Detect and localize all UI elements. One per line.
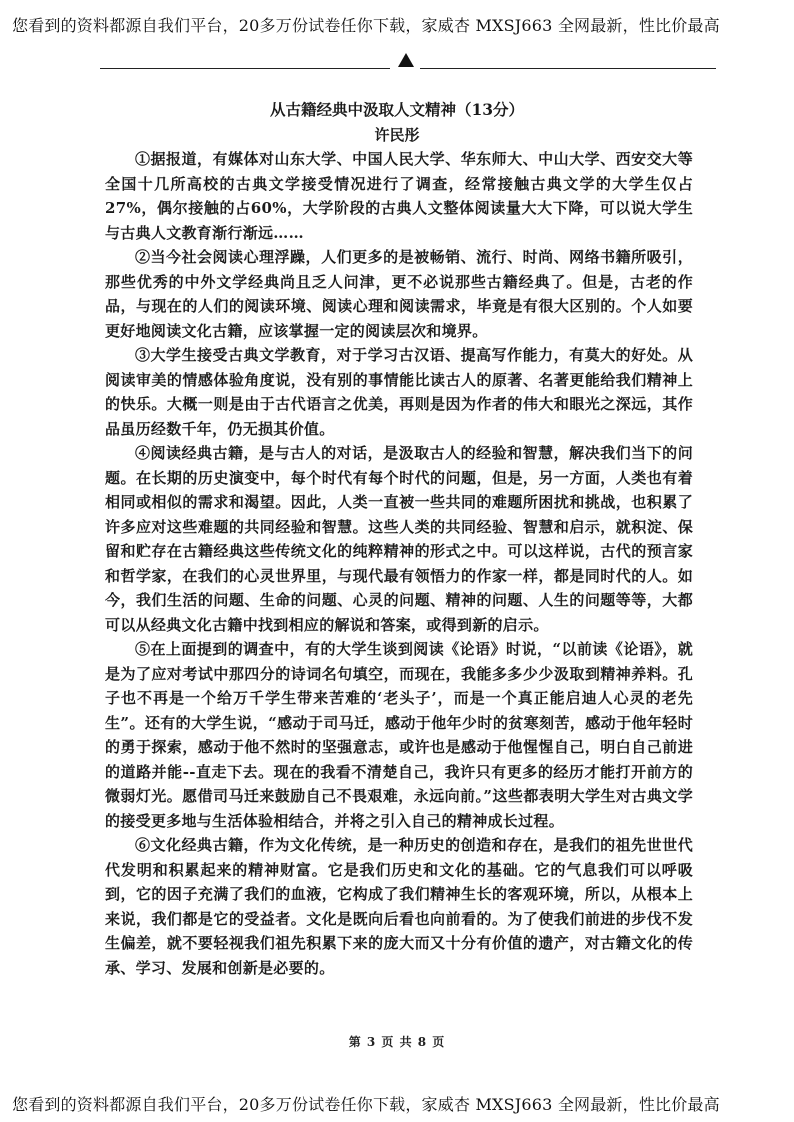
header-rule-left [100, 68, 390, 69]
article-body [105, 147, 693, 980]
triangle-marker-icon [398, 53, 414, 67]
article-author: 许民彤 [374, 126, 420, 144]
header-rule-right [420, 68, 716, 69]
header-banner: 您看到的资料都源自我们平台，20多万份试卷任你下载，家威杏 MXSJ663 全网最新，性比价最高 [12, 16, 720, 35]
paragraph-3: ③大学生接受古典文学教育，对于学习古汉语、提高写作能力，有莫大的好处。从阅读审美的情感体验角度说，没有别的事情能比读古人的原著、名著更能给我们精神上的快乐。大概一则是由于古代语言之优美，再则是因为作者的伟大和眼光之深远，其作品虽历经数千年，仍无损其价值。 [105, 346, 693, 438]
article-title: 从古籍经典中汲取人文精神（13分） [269, 100, 525, 119]
footer-banner: 您看到的资料都源自我们平台，20多万份试卷任你下载，家威杏 MXSJ663 全网最新，性比价最高 [12, 1095, 720, 1114]
page-number: 第 3 页 共 8 页 [348, 1035, 446, 1049]
paragraph-6: ⑥文化经典古籍，作为文化传统，是一种历史的创造和存在，是我们的祖先世世代代发明和积累起来的精神财富。它是我们历史和文化的基础。它的气息我们可以呼吸到，它的因子充满了我们的血液，它构成了我们精神生长的客观环境，所以，从根本上来说，我们都是它的受益者。文化是既向后看也向前看的。为了使我们前进的步伐不发生偏差，就不要轻视我们祖先积累下来的庞大而又十分有价值的遗产，对古籍文化的传承、学习、发展和创新是必要的。 [105, 836, 693, 977]
paragraph-2: ②当今社会阅读心理浮躁，人们更多的是被畅销、流行、时尚、网络书籍所吸引，那些优秀的中外文学经典尚且乏人问津，更不必说那些古籍经典了。但是，古老的作品，与现在的人们的阅读环境、阅读心理和阅读需求，毕竟是有很大区别的。个人如要更好地阅读文化古籍，应该掌握一定的阅读层次和境界。 [105, 248, 693, 340]
paragraph-1: ①据报道，有媒体对山东大学、中国人民大学、华东师大、中山大学、西安交大等全国十几所高校的古典文学接受情况进行了调查，经常接触古典文学的大学生仅占27%，偶尔接触的占60%，大学阶段的古典人文整体阅读量大大下降，可以说大学生与古典人文教育渐行渐远…… [105, 150, 693, 242]
paragraph-4: ④阅读经典古籍，是与古人的对话，是汲取古人的经验和智慧，解决我们当下的问题。在长期的历史演变中，每个时代有每个时代的问题，但是，另一方面，人类也有着相同或相似的需求和渴望。因此，人类一直被一些共同的难题所困扰和挑战，也积累了许多应对这些难题的共同经验和智慧。这些人类的共同经验、智慧和启示，就积淀、保留和贮存在古籍经典这些传统文化的纯粹精神的形式之中。可以这样说，古代的预言家和哲学家，在我们的心灵世界里，与现代最有领悟力的作家一样，都是同时代的人。如今，我们生活的问题、生命的问题、心灵的问题、精神的问题、人生的问题等等，大都可以从经典文化古籍中找到相应的解说和答案，或得到新的启示。 [105, 444, 693, 634]
paragraph-5: ⑤在上面提到的调查中，有的大学生谈到阅读《论语》时说，“以前读《论语》，就是为了应对考试中那四分的诗词名句填空，而现在，我能多多少少汲取到精神养料。孔子也不再是一个给万千学生带来苦难的‘老头子’，而是一个真正能启迪人心灵的老先生”。还有的大学生说，“感动于司马迁，感动于他年少时的贫寒刻苦，感动于他年轻时的勇于探索，感动于他不然时的坚强意志，或许也是感动于他惺惺自己，明白自己前进的道路并能--直走下去。现在的我看不清楚自己，我许只有更多的经历才能打开前方的微弱灯光。愿借司马迁来鼓励自己不畏艰难，永远向前。”这些都表明大学生对古典文学的接受更多地与生活体验相结合，并将之引入自己的精神成长过程。 [105, 640, 693, 830]
